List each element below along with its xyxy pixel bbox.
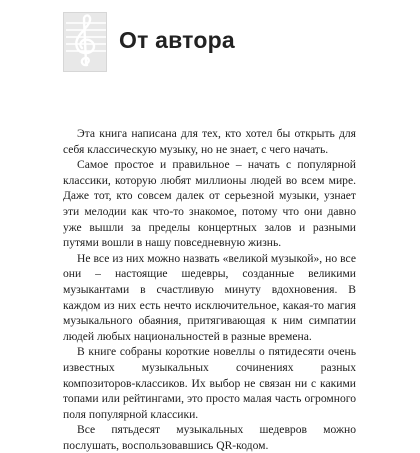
treble-clef-icon (63, 12, 107, 72)
body-text (63, 126, 356, 453)
paragraph: Самое простое и правильное – начать с популярной классики, которую любят миллионы людей во всем мире. Даже тот, кто совсем далек от серьезной музыки, узнает эти мелодии как что-то знакомое, потому что они давно уже вышли за пределы концертных залов и разными путями вошли в нашу повседневную жизнь. (63, 158, 356, 250)
paragraph: Все пятьдесят музыкальных шедевров можно послушать, воспользовавшись QR-кодом. (63, 423, 356, 452)
paragraph: Эта книга написана для тех, кто хотел бы открыть для себя классическую музыку, но не знает, с чего начать. (63, 127, 356, 156)
paragraph: В книге собраны короткие новеллы о пятидесяти очень известных музыкальных сочинениях разных композиторов-классиков. Их выбор не связан ни с какими топами или рейтингами, это просто малая часть огромного поля популярной классики. (63, 345, 356, 421)
chapter-header (63, 12, 353, 72)
paragraph: Не все из них можно назвать «великой музыкой», но все они – настоящие шедевры, созданные великими музыкантами в счастливую минуту вдохновения. В каждом из них есть нечто исключительное, какая-то магия музыкального обаяния, притягивающая к ним симпатии людей любых национальностей в разные времена. (63, 251, 356, 343)
chapter-title: От автора (119, 27, 235, 53)
